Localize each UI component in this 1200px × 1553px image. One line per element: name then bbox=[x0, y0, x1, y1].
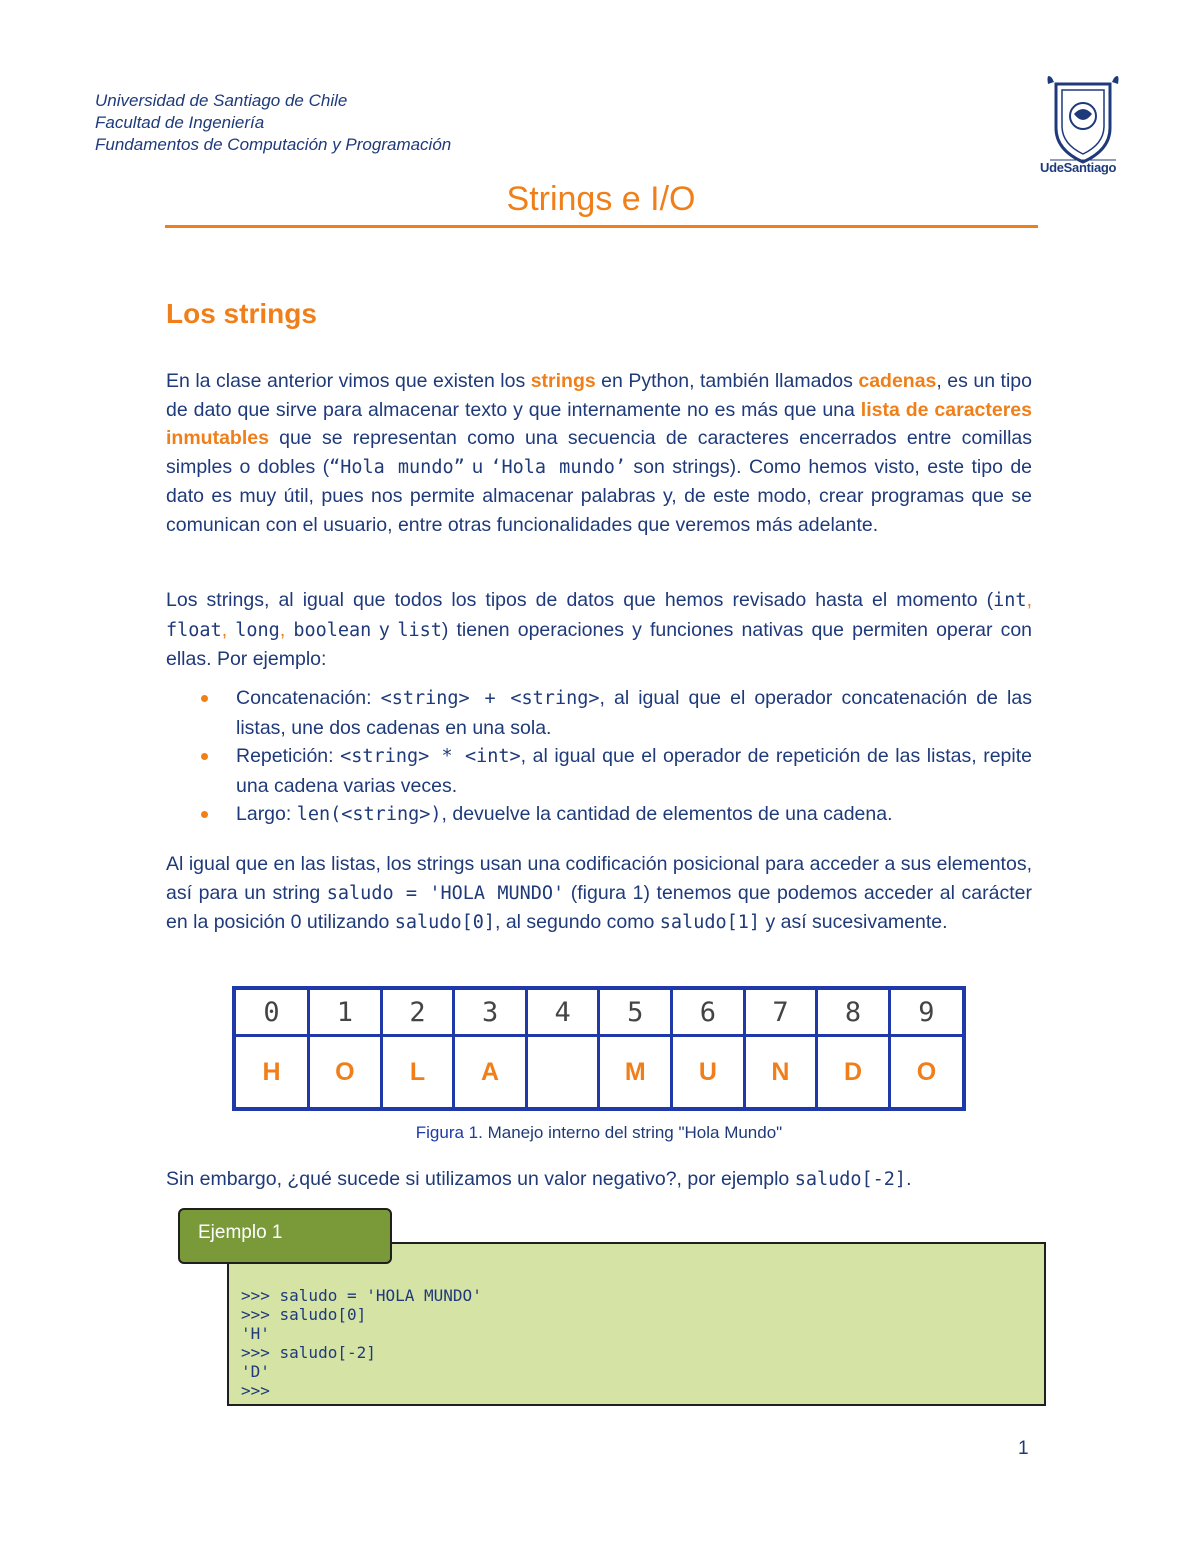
text-run: , al igual que el operador concatenación de las listas, une dos cadenas en una sola. bbox=[236, 687, 1032, 739]
text-run: , es un tipo de dato que sirve para almacenar texto y que internamente no es más que una bbox=[166, 370, 1032, 421]
text-run: son strings). Como hemos visto, este tipo de dato es muy útil, pues nos permite almacenar palabras y, de este modo, crear programas que se comunican con el usuario, entre otras funcionalidades que veremos más adelante. bbox=[166, 455, 1033, 536]
text-run: Sin embargo, ¿qué sucede si utilizamos un valor negativo?, por ejemplo bbox=[166, 1168, 795, 1190]
char-cell: D bbox=[817, 1036, 890, 1108]
char-cell: O bbox=[309, 1036, 382, 1108]
example-tab bbox=[178, 1208, 392, 1264]
page-title: Strings e I/O bbox=[506, 180, 696, 218]
text-run: Los strings, al igual que todos los tipos de datos que hemos revisado hasta el momento ( bbox=[166, 589, 994, 611]
text-run: . bbox=[906, 1168, 912, 1190]
list-item bbox=[166, 800, 1032, 830]
example-code-box bbox=[227, 1242, 1046, 1406]
list-item bbox=[166, 742, 1032, 800]
code-quote-single: ‘Hola mundo’ bbox=[490, 456, 627, 478]
text-run: , al igual que el operador de repetición de las listas, repite una cadena varias veces. bbox=[236, 745, 1032, 797]
header-faculty: Facultad de Ingeniería bbox=[95, 113, 265, 132]
header-course: Fundamentos de Computación y Programación bbox=[95, 135, 452, 154]
highlight-strings: strings bbox=[530, 370, 596, 392]
university-logo bbox=[1040, 70, 1122, 176]
char-cell: O bbox=[889, 1036, 962, 1108]
paragraph-indexing bbox=[166, 850, 1032, 938]
text-run: Repetición: bbox=[236, 745, 341, 768]
index-table bbox=[236, 990, 962, 1107]
code-len: len(<string>) bbox=[296, 804, 442, 826]
code-repeat: <string> * <int> bbox=[340, 746, 521, 768]
index-cell: 5 bbox=[599, 990, 672, 1036]
index-cell: 7 bbox=[744, 990, 817, 1036]
example-tab-label: Ejemplo 1 bbox=[198, 1222, 283, 1243]
text-run: , bbox=[279, 618, 294, 641]
index-cell: 6 bbox=[672, 990, 745, 1036]
logo-wordmark: UdeSantiago bbox=[1040, 160, 1117, 175]
text-run: u bbox=[464, 455, 491, 478]
code-long: long bbox=[235, 619, 280, 641]
text-run: ) tienen operaciones y funciones nativas que permiten operar con ellas. Por ejemplo: bbox=[166, 618, 1033, 671]
index-cell: 9 bbox=[889, 990, 962, 1036]
header-university: Universidad de Santiago de Chile bbox=[95, 91, 348, 110]
example-code: >>> saludo = 'HOLA MUNDO' >>> saludo[0] 'H' >>> saludo[-2] 'D' >>> bbox=[241, 1286, 482, 1400]
text-run: Al igual que en las listas, los strings usan una codificación posicional para acceder a sus elementos, así para un string bbox=[166, 853, 1032, 904]
section-heading: Los strings bbox=[166, 298, 317, 329]
text-run: , bbox=[221, 618, 236, 641]
text-run: , al segundo como bbox=[495, 911, 660, 934]
char-cell: L bbox=[381, 1036, 454, 1108]
code-int: int bbox=[993, 590, 1027, 611]
code-saludo-assign: saludo = 'HOLA MUNDO' bbox=[326, 882, 565, 904]
index-cell: 4 bbox=[526, 990, 599, 1036]
index-cell: 3 bbox=[454, 990, 527, 1036]
code-saludo-0: saludo[0] bbox=[394, 912, 495, 934]
paragraph-intro bbox=[166, 367, 1032, 540]
text-run: y bbox=[371, 618, 398, 641]
character-row bbox=[236, 1036, 962, 1108]
text-run: y así sucesivamente. bbox=[760, 911, 948, 934]
char-cell: M bbox=[599, 1036, 672, 1108]
text-run: , devuelve la cantidad de elementos de una cadena. bbox=[441, 803, 893, 826]
char-cell: N bbox=[744, 1036, 817, 1108]
code-boolean: boolean bbox=[293, 619, 372, 641]
code-quote-double: “Hola mundo” bbox=[329, 456, 465, 478]
index-row bbox=[236, 990, 962, 1036]
code-saludo-1: saludo[1] bbox=[659, 912, 761, 934]
text-run: (figura 1) tenemos que podemos acceder al carácter en la posición 0 utilizando bbox=[166, 881, 1032, 934]
index-cell: 2 bbox=[381, 990, 454, 1036]
operations-list bbox=[166, 684, 1032, 830]
text-run: que se representan como una secuencia de caracteres encerrados entre comillas simples o dobles ( bbox=[166, 427, 1032, 478]
code-concat: <string> + <string> bbox=[380, 688, 600, 709]
text-run: , bbox=[1026, 589, 1032, 611]
caption-label: Figura 1 bbox=[415, 1123, 479, 1142]
code-list: list bbox=[397, 619, 442, 641]
code-saludo-neg2: saludo[-2] bbox=[794, 1169, 907, 1190]
text-run: Concatenación: bbox=[236, 687, 381, 709]
paragraph-negative bbox=[166, 1165, 1032, 1195]
title-divider bbox=[165, 225, 1038, 228]
code-float: float bbox=[166, 619, 222, 641]
paragraph-types bbox=[166, 586, 1032, 674]
char-cell: H bbox=[236, 1036, 309, 1108]
highlight-cadenas: cadenas bbox=[858, 370, 937, 392]
char-cell: A bbox=[454, 1036, 527, 1108]
highlight-lista: lista de caracteres inmutables bbox=[166, 398, 1032, 450]
text-run: En la clase anterior vimos que existen los bbox=[166, 370, 531, 392]
index-cell: 0 bbox=[236, 990, 309, 1036]
list-item bbox=[166, 684, 1032, 742]
index-cell: 8 bbox=[817, 990, 890, 1036]
index-cell: 1 bbox=[309, 990, 382, 1036]
char-cell: U bbox=[672, 1036, 745, 1108]
figure-caption bbox=[232, 1123, 966, 1143]
text-run: Largo: bbox=[236, 803, 297, 826]
header-institution bbox=[95, 90, 451, 156]
caption-text: . Manejo interno del string "Hola Mundo" bbox=[478, 1123, 783, 1142]
char-cell bbox=[526, 1036, 599, 1108]
page-number: 1 bbox=[1018, 1438, 1029, 1459]
text-run: en Python, también llamados bbox=[595, 370, 859, 392]
string-index-figure bbox=[232, 986, 966, 1111]
